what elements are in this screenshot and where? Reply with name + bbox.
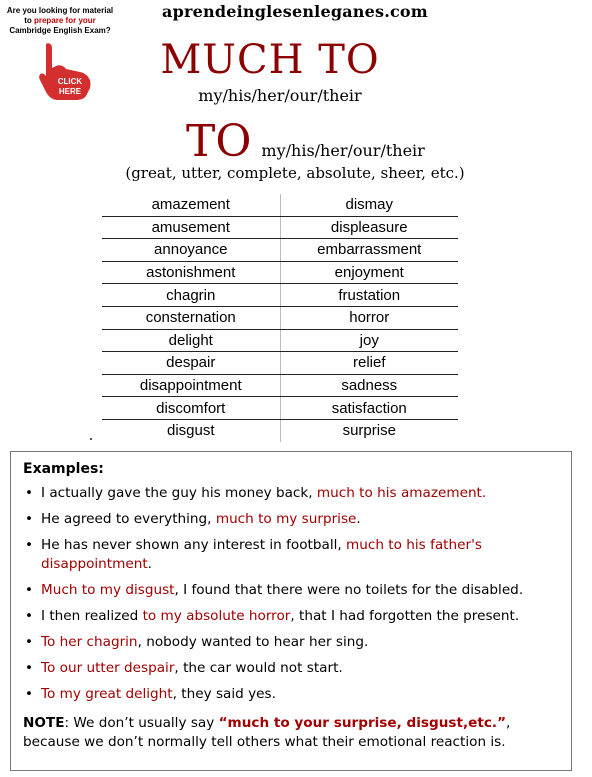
to-heading — [186, 116, 425, 167]
example-item — [23, 581, 559, 600]
note-text-1: : We don’t usually say — [64, 715, 219, 731]
example-text: . — [356, 511, 361, 527]
noun-right: sadness — [280, 374, 458, 397]
noun-row — [102, 216, 458, 239]
to-word: TO — [186, 116, 252, 167]
stray-dot — [90, 438, 92, 440]
click-here-button[interactable] — [36, 42, 96, 100]
note-quote: “much to your surprise, disgust,etc.” — [218, 715, 507, 731]
click-here-line-2: HERE — [58, 87, 82, 96]
adjectives-line: (great, utter, complete, absolute, sheer, etc.) — [125, 164, 465, 182]
example-highlight: Much to my disgust — [41, 582, 175, 598]
noun-right: displeasure — [280, 216, 458, 239]
example-text: . — [147, 556, 152, 572]
examples-heading: Examples: — [23, 461, 104, 477]
noun-right: joy — [280, 329, 458, 352]
example-highlight: much to my surprise — [215, 511, 357, 527]
noun-row — [102, 329, 458, 352]
noun-right: enjoyment — [280, 261, 458, 284]
example-text: , the car would not start. — [174, 660, 343, 676]
example-highlight: To her chagrin — [41, 634, 138, 650]
noun-row — [102, 397, 458, 420]
example-item — [23, 536, 559, 574]
noun-left: consternation — [102, 306, 280, 329]
example-highlight: To my great delight — [41, 686, 173, 702]
examples-list — [23, 484, 559, 704]
example-item — [23, 659, 559, 678]
promo-line-2: to prepare for your — [24, 16, 96, 25]
noun-left: disgust — [102, 419, 280, 441]
nouns-table — [102, 194, 458, 442]
example-text: , nobody wanted to hear her sing. — [137, 634, 369, 650]
noun-row — [102, 261, 458, 284]
noun-row — [102, 194, 458, 216]
noun-left: annoyance — [102, 239, 280, 262]
noun-left: amazement — [102, 194, 280, 216]
promo-line-3: Cambridge English Exam? — [9, 26, 111, 35]
example-item — [23, 510, 559, 529]
example-item — [23, 484, 559, 503]
example-text: , they said yes. — [172, 686, 276, 702]
noun-right: satisfaction — [280, 397, 458, 420]
noun-left: amusement — [102, 216, 280, 239]
noun-left: disappointment — [102, 374, 280, 397]
note-label: NOTE — [23, 715, 65, 731]
example-item — [23, 685, 559, 704]
example-text: , I found that there were no toilets for the disabled. — [174, 582, 524, 598]
example-text: I actually gave the guy his money back, — [41, 485, 317, 501]
noun-row — [102, 239, 458, 262]
noun-row — [102, 374, 458, 397]
noun-row — [102, 419, 458, 441]
example-highlight: much to his father's disappointment — [41, 537, 482, 572]
click-here-line-1: CLICK — [57, 77, 83, 86]
page-title: MUCH TO — [160, 37, 380, 83]
example-text: I then realized — [41, 608, 143, 624]
note-text-2: , because we don’t normally tell others what their emotional reaction is. — [23, 715, 511, 750]
noun-row — [102, 284, 458, 307]
noun-left: astonishment — [102, 261, 280, 284]
example-highlight: to my absolute horror — [142, 608, 291, 624]
example-text: He agreed to everything, — [41, 511, 216, 527]
promo-link[interactable]: prepare for your — [33, 16, 96, 25]
promo-line-1: Are you looking for material — [6, 6, 114, 15]
noun-right: embarrassment — [280, 239, 458, 262]
example-item — [23, 633, 559, 652]
noun-row — [102, 352, 458, 375]
example-item — [23, 607, 559, 626]
possessives-line: my/his/her/our/their — [198, 86, 362, 105]
example-text: , that I had forgotten the present. — [290, 608, 520, 624]
note-paragraph — [23, 714, 559, 752]
example-highlight: To our utter despair — [41, 660, 175, 676]
example-highlight: much to his amazement. — [316, 485, 487, 501]
noun-right: surprise — [342, 422, 396, 440]
example-text: He has never shown any interest in football, — [41, 537, 347, 553]
noun-row — [102, 306, 458, 329]
noun-right: dismay — [280, 194, 458, 216]
examples-box — [10, 451, 572, 771]
noun-left: delight — [102, 329, 280, 352]
noun-left: discomfort — [102, 397, 280, 420]
to-possessives: my/his/her/our/their — [261, 141, 425, 160]
noun-right: relief — [280, 352, 458, 375]
site-name: aprendeinglesenleganes.com — [162, 2, 428, 21]
noun-left: chagrin — [102, 284, 280, 307]
noun-left: despair — [102, 352, 280, 375]
noun-right: frustation — [280, 284, 458, 307]
promo-banner[interactable] — [4, 6, 116, 36]
noun-right: horror — [280, 306, 458, 329]
